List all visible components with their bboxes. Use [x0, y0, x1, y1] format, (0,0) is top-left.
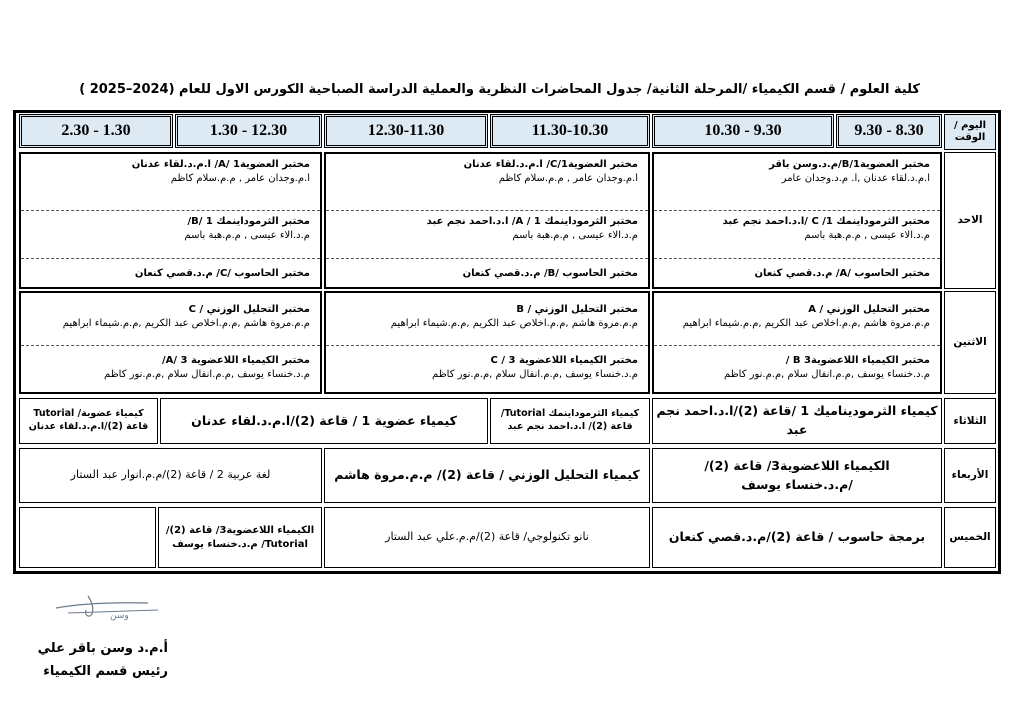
sunday-slot-5-6 [19, 152, 322, 289]
thursday-programming-lecture: برمجة حاسوب / قاعة (2)/م.د.قصي كنعان [652, 507, 942, 568]
signatory-role: رئيس قسم الكيمياء [43, 664, 168, 679]
sunday-thermo-lab-b: مختبر الثرموداينمك 1 /B/ م.د.الاء عيسى , م.م.هبة باسم [21, 210, 320, 256]
day-label-sunday: الاحد [944, 152, 996, 289]
thursday-nanotech-lecture: نانو تكنولوجي/ قاعة (2)/م.م.علي عبد الستار [324, 507, 650, 568]
wednesday-inorganic-lecture: الكيمياء اللاعضوية3/ قاعة (2)/ /م.د.خنساء يوسف [652, 448, 942, 503]
signature-image [48, 588, 168, 628]
sunday-thermo-lab-a: مختبر الثرموداينمك 1 / A/ ا.د.احمد نجم عبد م.د.الاء عيسى , م.م.هبة باسم [326, 210, 648, 256]
sunday-thermo-lab-c: مختبر الثرموداينمك 1/ C /ا.د.احمد نجم عبد م.د.الاء عيسى , م.م.هبة باسم [654, 210, 940, 256]
day-label-thursday: الخميس [944, 507, 996, 568]
tuesday-organic-lecture: كيمياء عضوية 1 / قاعة (2)/ا.م.د.لقاء عدنان [160, 398, 488, 444]
day-label-monday: الاثنين [944, 291, 996, 394]
day-time-corner-header: اليوم / الوقت [944, 114, 996, 150]
sunday-organic-lab-a: مختبر العضوية1 /A/ ا.م.د.لقاء عدنان ا.م.وجدان عامر , م.م.سلام كاظم [131, 159, 310, 184]
thursday-empty-slot [19, 507, 156, 568]
tuesday-thermo-tutorial: كيمياء الثرموداينمك Tutorial/ قاعة (2)/ ا.د.احمد نجم عبد [490, 398, 650, 444]
day-label-wednesday: الأربعاء [944, 448, 996, 503]
tuesday-organic-tutorial: كيمياء عضوية/ Tutorial قاعة (2)/ا.م.د.لقاء عدنان [19, 398, 158, 444]
monday-slot-1-2 [652, 291, 942, 394]
sunday-slot-3-4 [324, 152, 650, 289]
sunday-organic-lab-c: مختبر العضوية1/C/ ا.م.د.لقاء عدنان ا.م.وجدان عامر , م.م.سلام كاظم [463, 159, 638, 184]
monday-slot-5-6 [19, 291, 322, 394]
time-slot-header-4: 12.30-11.30 [324, 114, 488, 148]
time-slot-header-1: 9.30 - 8.30 [836, 114, 942, 148]
svg-text:وسن: وسن [110, 611, 129, 621]
monday-inorganic-lab-c: مختبر الكيمياء اللاعضوية 3 / C م.د.خنساء يوسف ,م.م.انفال سلام ,م.م.نور كاظم [326, 345, 648, 394]
time-slot-header-3: 11.30-10.30 [490, 114, 650, 148]
tuesday-thermo-lecture: كيمياء الثرموديناميك 1 /قاعة (2)/ا.د.احمد نجم عبد [652, 398, 942, 444]
monday-slot-3-4 [324, 291, 650, 394]
sunday-slot-1-2 [652, 152, 942, 289]
monday-inorganic-lab-a: مختبر الكيمياء اللاعضوية 3 /A/ م.د.خنساء يوسف ,م.م.انفال سلام ,م.م.نور كاظم [21, 345, 320, 394]
sunday-computer-lab-a: مختبر الحاسوب /A/ م.د.قصي كنعان [654, 258, 940, 289]
sunday-computer-lab-b: مختبر الحاسوب /B/ م.د.قصي كنعان [326, 258, 648, 289]
time-slot-header-2: 10.30 - 9.30 [652, 114, 834, 148]
sunday-organic-lab-b: مختبر العضوية1/B/م.د.وسن باقر ا.م.د.لقاء عدنان ,ا. م.د.وجدان عامر [769, 159, 930, 184]
wednesday-arabic-lecture: لغة عربية 2 / قاعة (2)/م.م.انوار عبد الستار [19, 448, 322, 503]
monday-gravimetric-lab-b: مختبر التحليل الوزني / B م.م.مروة هاشم ,م.م.اخلاص عبد الكريم ,م.م.شيماء ابراهيم [390, 304, 638, 329]
monday-inorganic-lab-b: مختبر الكيمياء اللاعضوية3 B / م.د.خنساء يوسف ,م.م.انفال سلام ,م.م.نور كاظم [654, 345, 940, 394]
page-title: كلية العلوم / قسم الكيمياء /المرحلة الثانية/ جدول المحاضرات النظرية والعملية الدراسة الصباحية الكورس الاول للعام (2024–2025 ) [79, 82, 920, 97]
time-slot-header-6: 2.30 - 1.30 [19, 114, 173, 148]
day-label-tuesday: الثلاثاء [944, 398, 996, 444]
thursday-inorganic-tutorial: الكيمياء اللاعضوية3/ قاعة (2)/ Tutorial/ م.د.خنساء يوسف [158, 507, 322, 568]
sunday-computer-lab-c: مختبر الحاسوب /C/ م.د.قصي كنعان [21, 258, 320, 289]
signatory-name: أ.م.د وسن باقر علي [37, 641, 168, 656]
monday-gravimetric-lab-a: مختبر التحليل الوزني / A م.م.مروة هاشم ,م.م.اخلاص عبد الكريم ,م.م.شيماء ابراهيم [682, 304, 930, 329]
time-slot-header-5: 1.30 - 12.30 [175, 114, 322, 148]
signature-scribble [48, 588, 168, 628]
monday-gravimetric-lab-c: مختبر التحليل الوزني / C م.م.مروة هاشم ,م.م.اخلاص عبد الكريم ,م.م.شيماء ابراهيم [62, 304, 310, 329]
wednesday-gravimetric-lecture: كيمياء التحليل الوزني / قاعة (2)/ م.م.مروة هاشم [324, 448, 650, 503]
